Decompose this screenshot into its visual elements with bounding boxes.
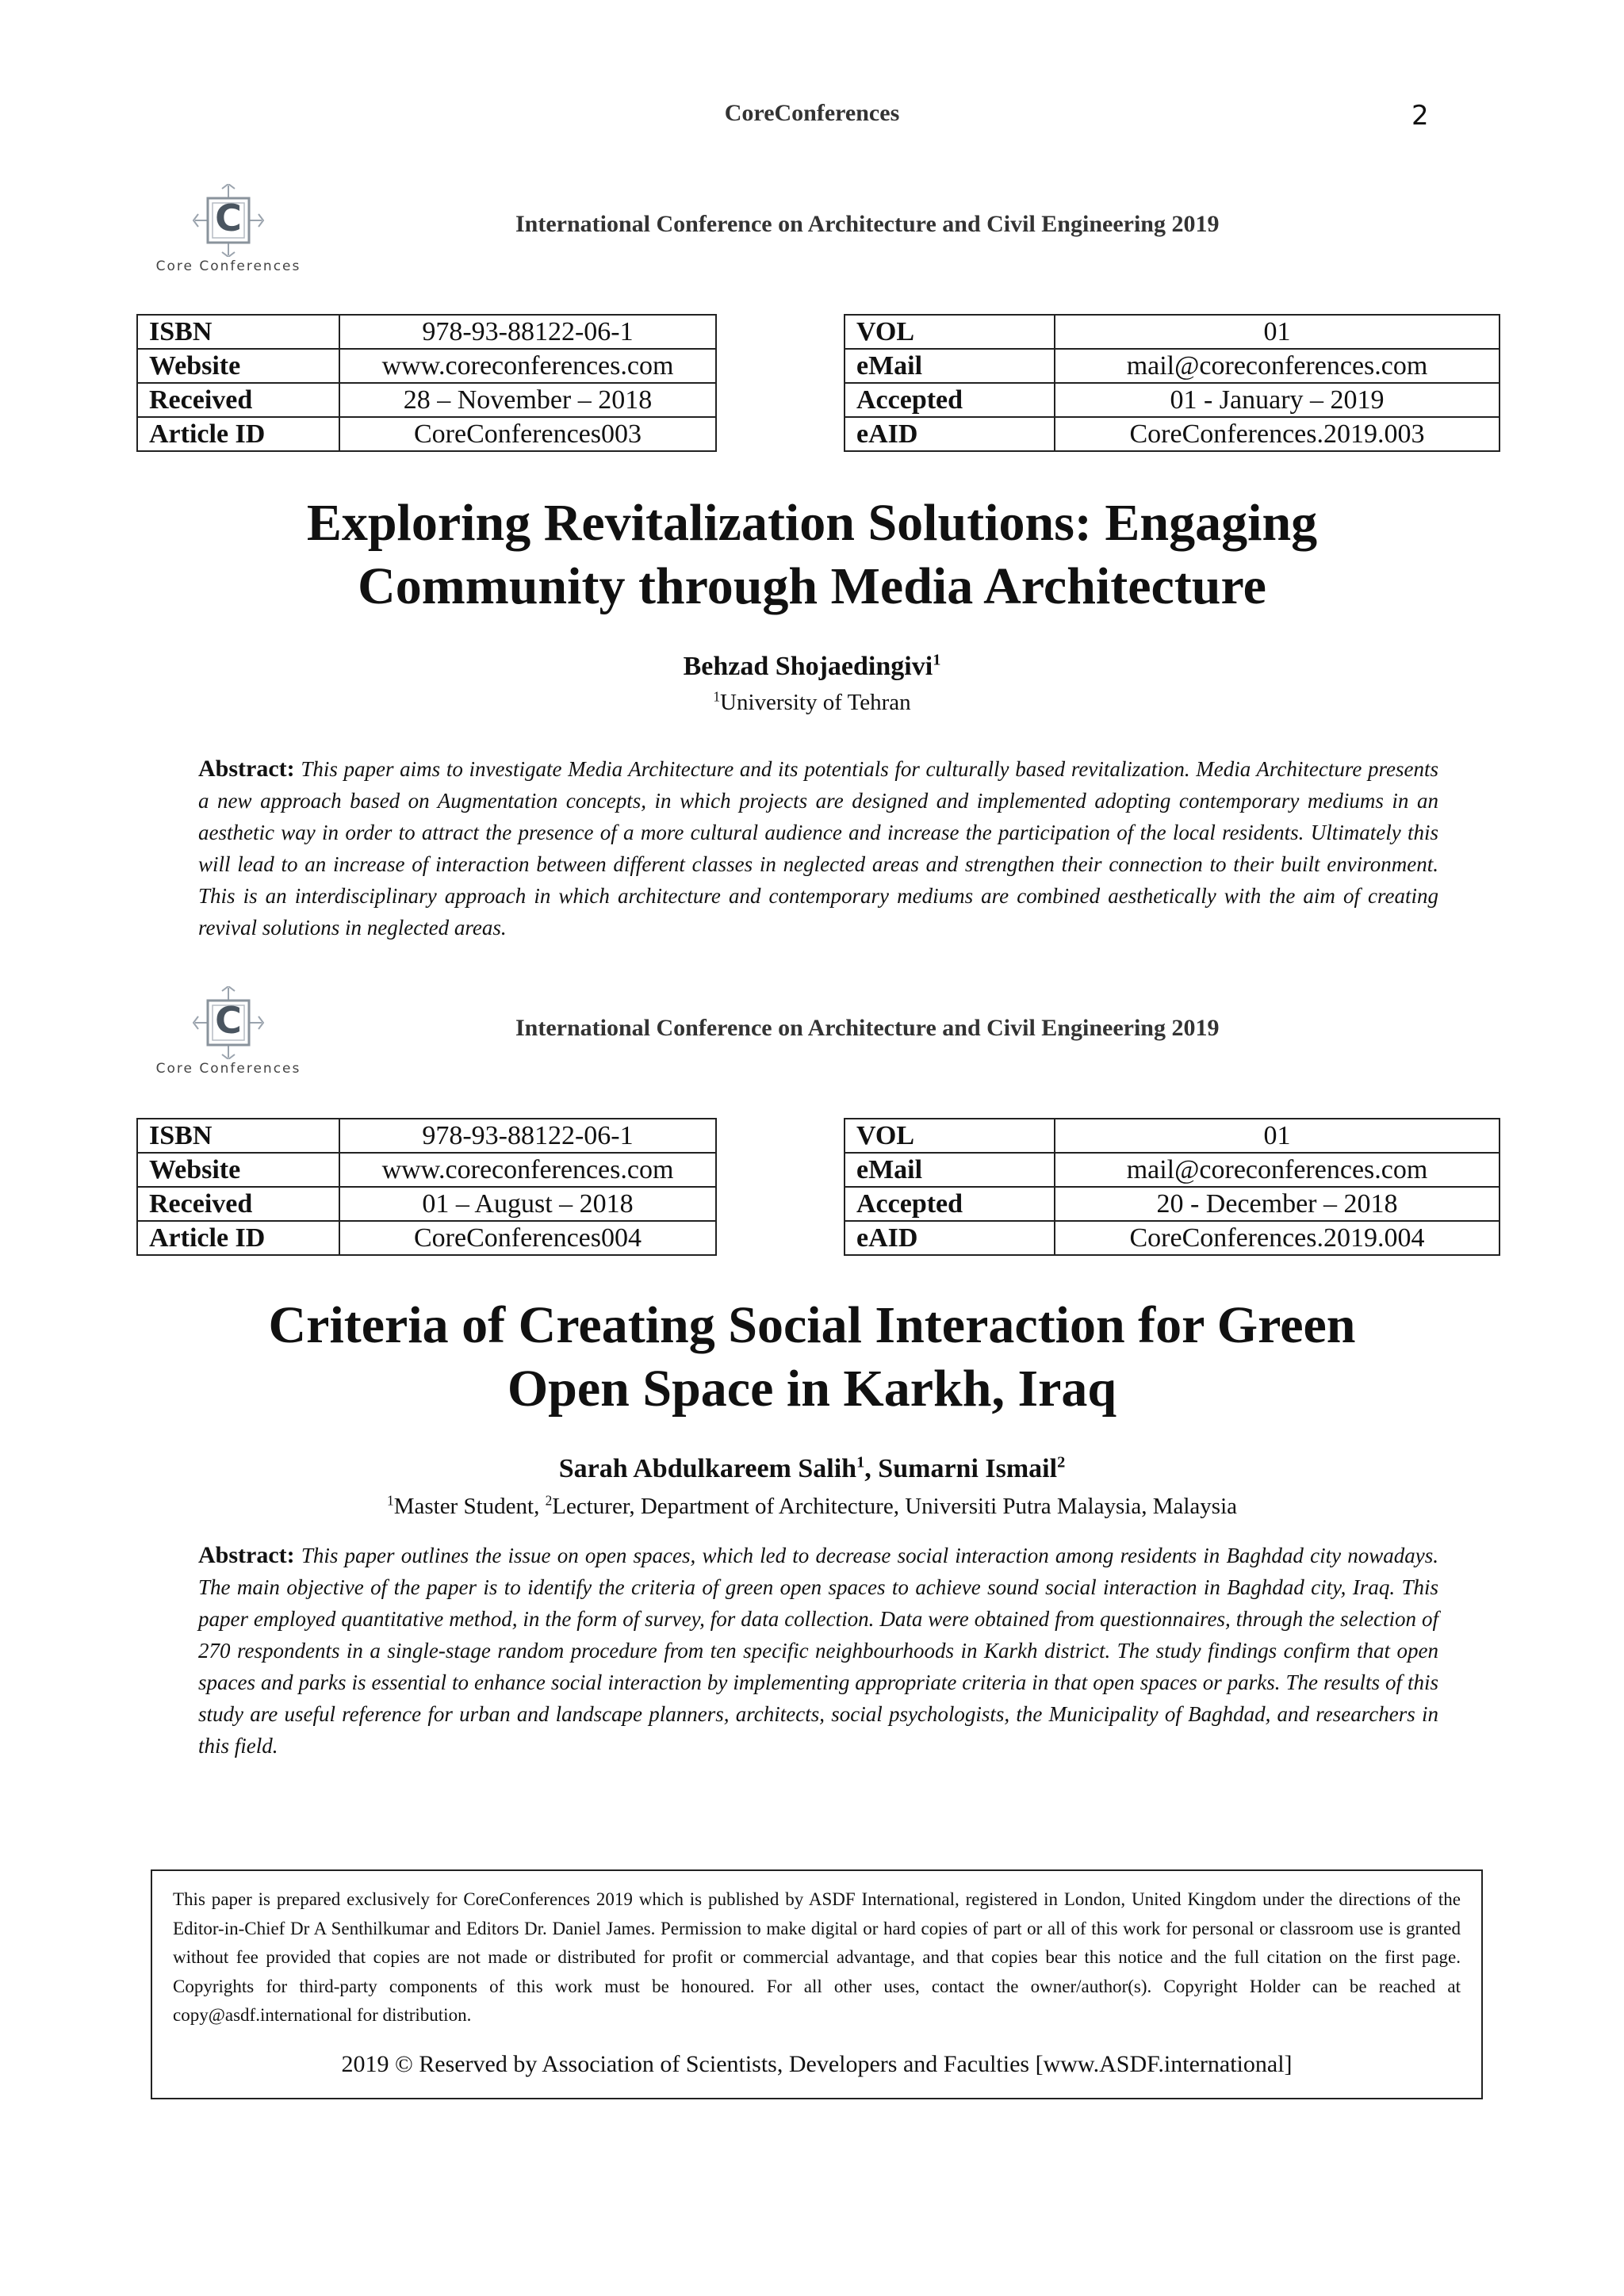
affiliation-text: Lecturer, Department of Architecture, Universiti Putra Malaysia, Malaysia (552, 1494, 1237, 1519)
meta-key: eAID (845, 1221, 1055, 1255)
copyright-notice-text: This paper is prepared exclusively for CoreConferences 2019 which is published by ASDF International, registered in London, United Kingdom under the directions of the Editor-in-Chief Dr A Senthilkumar and Editors Dr. Daniel James. Permission to make digital or hard copies of part or all of this work for personal or classroom use is granted without fee provided that copies are not made or distributed for profit or commercial advantage, and that copies bear this notice and the full citation on the first page. Copyrights for third-party components of this work must be honoured. For all other uses, contact the owner/author(s). Copyright Holder can be reached at copy@asdf.international for distribution. (173, 1889, 1461, 2025)
article-meta-left-table (136, 314, 717, 452)
logo-text: Core Conferences (155, 1061, 301, 1077)
abstract-label: Abstract: (198, 756, 295, 782)
affiliation-text: University of Tehran (720, 690, 911, 715)
meta-value: 01 (1055, 1119, 1500, 1153)
meta-key: Received (137, 383, 339, 417)
meta-value: CoreConferences004 (339, 1221, 716, 1255)
table-row (137, 349, 716, 383)
meta-key: eMail (845, 349, 1055, 383)
author-name: Sumarni Ismail (878, 1454, 1058, 1483)
author-superscript: 1 (856, 1453, 865, 1471)
running-title: CoreConferences (724, 100, 900, 126)
table-row (845, 383, 1500, 417)
meta-value: 978-93-88122-06-1 (339, 315, 716, 349)
meta-key: Website (137, 349, 339, 383)
meta-value: CoreConferences.2019.004 (1055, 1221, 1500, 1255)
table-row (137, 417, 716, 451)
paper-abstract (198, 1540, 1438, 1762)
meta-value: 01 - January – 2019 (1055, 383, 1500, 417)
article-meta-right-table (844, 1118, 1500, 1256)
abstract-text: This paper aims to investigate Media Architecture and its potentials for culturally based revitalization. Media Architecture presents a new approach based on Augmentation concepts, in which projects are designed and implemented adopting contemporary mediums in an aesthetic way in order to attract the presence of a more cultural audience and increase the participation of the local residents. Ultimately this will lead to an increase of interaction between different classes in neglected areas and strengthen their connection to their built environment. This is an interdisciplinary approach in which architecture and contemporary mediums are combined aesthetically with the aim of creating revival solutions in neglected areas. (198, 757, 1439, 939)
author-superscript: 1 (933, 651, 941, 669)
article-meta-left-table (136, 1118, 717, 1256)
meta-key: Article ID (137, 1221, 339, 1255)
meta-value: 01 (1055, 315, 1500, 349)
core-conferences-logo (133, 986, 324, 1077)
meta-value: 01 – August – 2018 (339, 1187, 716, 1221)
author-separator: , (864, 1454, 879, 1483)
conference-name: International Conference on Architecture and Civil Engineering 2019 (515, 211, 1220, 237)
meta-key: Article ID (137, 417, 339, 451)
copyright-line: 2019 © Reserved by Association of Scientists, Developers and Faculties [www.ASDF.international] (341, 2050, 1293, 2077)
table-row (845, 1187, 1500, 1221)
author-superscript: 2 (1057, 1453, 1066, 1471)
page-number: 2 (1411, 100, 1429, 132)
meta-key: VOL (845, 1119, 1055, 1153)
paper-title (0, 1294, 1624, 1421)
meta-key: Accepted (845, 1187, 1055, 1221)
table-row (845, 1119, 1500, 1153)
title-line: Exploring Revitalization Solutions: Engaging (306, 494, 1318, 552)
paper-authors (0, 652, 1624, 682)
meta-value: CoreConferences.2019.003 (1055, 417, 1500, 451)
title-line: Community through Media Architecture (358, 557, 1266, 615)
meta-value: CoreConferences003 (339, 417, 716, 451)
table-row (137, 1187, 716, 1221)
paper-affiliation (0, 690, 1624, 716)
meta-key: ISBN (137, 1119, 339, 1153)
logo-text: Core Conferences (155, 258, 301, 274)
logo-letter: C (215, 999, 242, 1042)
meta-key: ISBN (137, 315, 339, 349)
title-line: Criteria of Creating Social Interaction for Green (268, 1296, 1356, 1354)
abstract-text: This paper outlines the issue on open spaces, which led to decrease social interaction among residents in Baghdad city nowadays. The main objective of the paper is to identify the criteria of green open spaces to achieve sound social interaction in Baghdad city, Iraq. This paper employed quantitative method, in the form of survey, for data collection. Data were obtained from questionnaires, through the selection of 270 respondents in a single-stage random procedure from ten specific neighbourhoods in Karkh district. The study findings confirm that open spaces and parks is essential to enhance social interaction by implementing appropriate criteria in that open spaces or parks. The results of this study are useful reference for urban and landscape planners, architects, social psychologists, the Municipality of Baghdad, and researchers in this field. (198, 1544, 1439, 1758)
table-row (137, 1119, 716, 1153)
meta-value: 978-93-88122-06-1 (339, 1119, 716, 1153)
table-row (137, 315, 716, 349)
table-row (137, 383, 716, 417)
meta-value: mail@coreconferences.com (1055, 349, 1500, 383)
paper-abstract (198, 753, 1438, 943)
meta-key: Accepted (845, 383, 1055, 417)
meta-value: www.coreconferences.com (339, 1153, 716, 1187)
author-name: Behzad Shojaedingivi (683, 652, 933, 681)
meta-key: eMail (845, 1153, 1055, 1187)
table-row (845, 1221, 1500, 1255)
abstract-label: Abstract: (198, 1542, 295, 1568)
meta-value: mail@coreconferences.com (1055, 1153, 1500, 1187)
meta-key: VOL (845, 315, 1055, 349)
affiliation-superscript: 1 (713, 688, 721, 705)
affiliation-superscript: 2 (545, 1492, 553, 1509)
meta-value: 20 - December – 2018 (1055, 1187, 1500, 1221)
table-row (845, 349, 1500, 383)
article-meta-right-table (844, 314, 1500, 452)
paper-title (0, 492, 1624, 618)
meta-key: eAID (845, 417, 1055, 451)
meta-value: www.coreconferences.com (339, 349, 716, 383)
core-conferences-logo (133, 184, 324, 274)
meta-key: Website (137, 1153, 339, 1187)
table-row (845, 315, 1500, 349)
table-row (845, 1153, 1500, 1187)
paper-authors (0, 1454, 1624, 1484)
meta-value: 28 – November – 2018 (339, 383, 716, 417)
table-row (845, 417, 1500, 451)
table-row (137, 1221, 716, 1255)
meta-key: Received (137, 1187, 339, 1221)
copyright-notice-box (151, 1869, 1483, 2099)
title-line: Open Space in Karkh, Iraq (507, 1360, 1117, 1418)
affiliation-superscript: 1 (386, 1492, 394, 1509)
conference-name: International Conference on Architecture and Civil Engineering 2019 (515, 1015, 1220, 1041)
author-name: Sarah Abdulkareem Salih (558, 1454, 857, 1483)
logo-letter: C (215, 197, 242, 239)
paper-affiliation (0, 1494, 1624, 1520)
affiliation-text: Master Student, (393, 1494, 546, 1519)
table-row (137, 1153, 716, 1187)
